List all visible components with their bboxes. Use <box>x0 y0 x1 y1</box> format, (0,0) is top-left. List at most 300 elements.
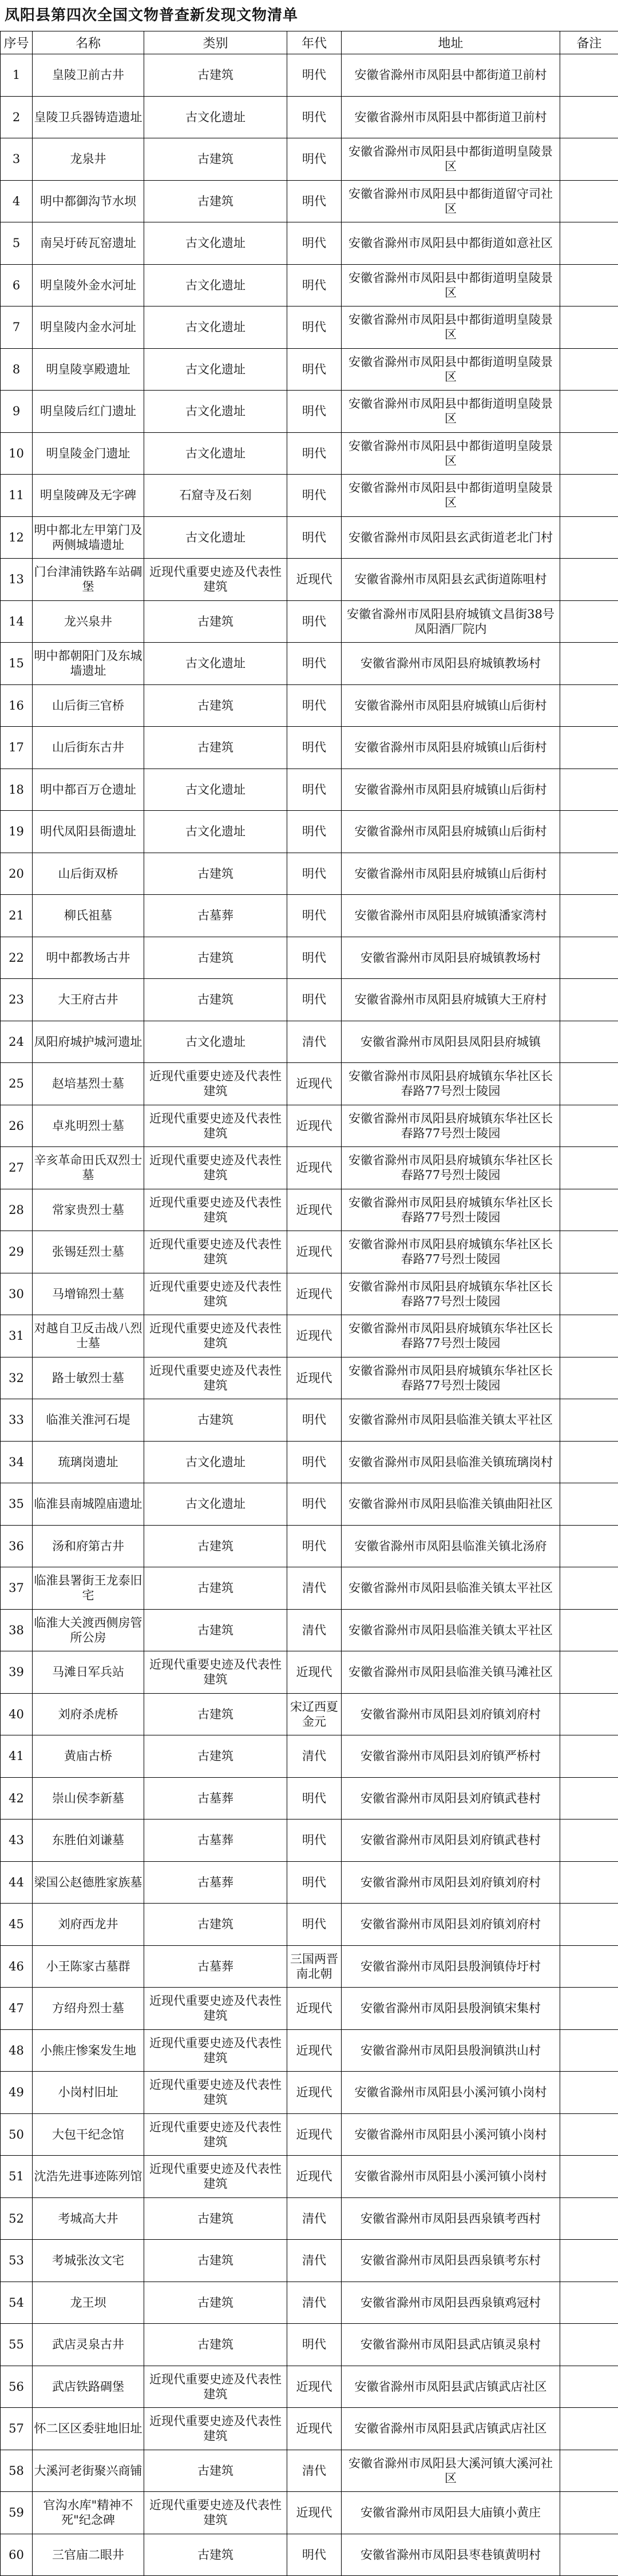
cell-name: 山后街三官桥 <box>33 684 144 727</box>
table-row <box>1 559 618 601</box>
table-row <box>1 1021 618 1063</box>
cell-no: 56 <box>1 2366 33 2408</box>
cell-name: 汤和府第古井 <box>33 1525 144 1567</box>
cell-note <box>560 2072 618 2114</box>
cell-name: 南吴圩砖瓦窑遗址 <box>33 222 144 265</box>
cell-note <box>560 96 618 138</box>
cell-name: 常家贵烈士墓 <box>33 1189 144 1231</box>
cell-location: 安徽省滁州市凤阳县枣巷镇黄明村 <box>342 2534 560 2576</box>
cell-era: 明代 <box>287 1904 342 1946</box>
cell-no: 53 <box>1 2240 33 2282</box>
cell-era: 近现代 <box>287 1273 342 1315</box>
cell-location: 安徽省滁州市凤阳县府城镇山后街村 <box>342 684 560 727</box>
cell-type: 古建筑 <box>144 2197 287 2240</box>
cell-era: 明代 <box>287 180 342 222</box>
cell-location: 安徽省滁州市凤阳县中都街道卫前村 <box>342 96 560 138</box>
cell-name: 张锡廷烈士墓 <box>33 1231 144 1273</box>
cell-no: 32 <box>1 1357 33 1399</box>
cell-location: 安徽省滁州市凤阳县西泉镇考东村 <box>342 2240 560 2282</box>
cell-location: 安徽省滁州市凤阳县府城镇潘家湾村 <box>342 895 560 937</box>
cell-type: 古墓葬 <box>144 1819 287 1862</box>
table-row <box>1 138 618 181</box>
cell-name: 黄庙古桥 <box>33 1735 144 1778</box>
relics-table <box>0 31 618 2576</box>
cell-note <box>560 1441 618 1483</box>
table-row <box>1 1231 618 1273</box>
cell-type: 古文化遗址 <box>144 1483 287 1526</box>
cell-type: 近现代重要史迹及代表性建筑 <box>144 2366 287 2408</box>
cell-type: 古文化遗址 <box>144 769 287 811</box>
cell-type: 石窟寺及石刻 <box>144 475 287 517</box>
cell-era: 近现代 <box>287 1357 342 1399</box>
table-row <box>1 1735 618 1778</box>
cell-name: 明代凤阳县衙遗址 <box>33 811 144 853</box>
cell-type: 古建筑 <box>144 54 287 97</box>
cell-era: 近现代 <box>287 1063 342 1105</box>
cell-no: 13 <box>1 559 33 601</box>
cell-location: 安徽省滁州市凤阳县玄武街道陈咀村 <box>342 559 560 601</box>
cell-no: 6 <box>1 264 33 306</box>
cell-no: 28 <box>1 1189 33 1231</box>
cell-note <box>560 2240 618 2282</box>
cell-note <box>560 1777 618 1819</box>
cell-location: 安徽省滁州市凤阳县临淮关镇马滩社区 <box>342 1651 560 1694</box>
cell-type: 古建筑 <box>144 853 287 895</box>
header-no: 序号 <box>1 31 33 54</box>
cell-note <box>560 1861 618 1904</box>
cell-name: 明皇陵碑及无字碑 <box>33 475 144 517</box>
cell-note <box>560 1483 618 1526</box>
cell-location: 安徽省滁州市凤阳县大庙镇小黄庄 <box>342 2492 560 2534</box>
cell-no: 7 <box>1 306 33 349</box>
table-row <box>1 222 618 265</box>
table-row <box>1 2534 618 2576</box>
cell-type: 古文化遗址 <box>144 348 287 391</box>
cell-era: 近现代 <box>287 559 342 601</box>
cell-note <box>560 1231 618 1273</box>
cell-note <box>560 2534 618 2576</box>
cell-note <box>560 348 618 391</box>
cell-location: 安徽省滁州市凤阳县临淮关镇太平社区 <box>342 1399 560 1442</box>
cell-location: 安徽省滁州市凤阳县刘府镇武巷村 <box>342 1777 560 1819</box>
cell-era: 清代 <box>287 2240 342 2282</box>
cell-location: 安徽省滁州市凤阳县中都街道明皇陵景区 <box>342 432 560 475</box>
cell-no: 36 <box>1 1525 33 1567</box>
cell-location: 安徽省滁州市凤阳县小溪河镇小岗村 <box>342 2113 560 2156</box>
cell-note <box>560 1609 618 1651</box>
cell-type: 近现代重要史迹及代表性建筑 <box>144 2408 287 2450</box>
table-row <box>1 769 618 811</box>
cell-name: 武店灵泉古井 <box>33 2324 144 2366</box>
cell-era: 近现代 <box>287 1189 342 1231</box>
cell-name: 凤阳府城护城河遗址 <box>33 1021 144 1063</box>
cell-type: 古建筑 <box>144 1567 287 1610</box>
table-row <box>1 1357 618 1399</box>
cell-name: 山后街东古井 <box>33 727 144 769</box>
cell-no: 5 <box>1 222 33 265</box>
cell-name: 明皇陵金门遗址 <box>33 432 144 475</box>
cell-note <box>560 811 618 853</box>
cell-type: 近现代重要史迹及代表性建筑 <box>144 1273 287 1315</box>
cell-type: 近现代重要史迹及代表性建筑 <box>144 2072 287 2114</box>
cell-no: 20 <box>1 853 33 895</box>
cell-era: 明代 <box>287 643 342 685</box>
cell-type: 古建筑 <box>144 2240 287 2282</box>
cell-type: 近现代重要史迹及代表性建筑 <box>144 2492 287 2534</box>
cell-type: 古建筑 <box>144 727 287 769</box>
table-row <box>1 1945 618 1988</box>
cell-no: 23 <box>1 979 33 1021</box>
cell-era: 明代 <box>287 475 342 517</box>
cell-location: 安徽省滁州市凤阳县府城镇东华社区长春路77号烈士陵园 <box>342 1189 560 1231</box>
cell-name: 沈浩先进事迹陈列馆 <box>33 2156 144 2198</box>
cell-location: 安徽省滁州市凤阳县中都街道卫前村 <box>342 54 560 97</box>
cell-no: 11 <box>1 475 33 517</box>
cell-era: 明代 <box>287 432 342 475</box>
cell-no: 18 <box>1 769 33 811</box>
cell-era: 明代 <box>287 1777 342 1819</box>
cell-name: 明中都朝阳门及东城墙遗址 <box>33 643 144 685</box>
header-location: 地址 <box>342 31 560 54</box>
cell-note <box>560 600 618 643</box>
cell-era: 三国两晋南北朝 <box>287 1945 342 1988</box>
cell-type: 古文化遗址 <box>144 432 287 475</box>
cell-note <box>560 2366 618 2408</box>
cell-no: 26 <box>1 1105 33 1147</box>
cell-era: 清代 <box>287 2282 342 2324</box>
cell-no: 29 <box>1 1231 33 1273</box>
cell-no: 44 <box>1 1861 33 1904</box>
table-row <box>1 937 618 979</box>
cell-name: 小岗村旧址 <box>33 2072 144 2114</box>
cell-no: 33 <box>1 1399 33 1442</box>
cell-location: 安徽省滁州市凤阳县殷涧镇侍圩村 <box>342 1945 560 1988</box>
table-row <box>1 684 618 727</box>
cell-name: 皇陵卫兵器铸造遗址 <box>33 96 144 138</box>
table-row <box>1 2324 618 2366</box>
cell-era: 宋辽西夏金元 <box>287 1693 342 1735</box>
cell-no: 43 <box>1 1819 33 1862</box>
cell-type: 古建筑 <box>144 1904 287 1946</box>
cell-type: 古文化遗址 <box>144 222 287 265</box>
cell-no: 17 <box>1 727 33 769</box>
cell-note <box>560 895 618 937</box>
cell-no: 10 <box>1 432 33 475</box>
cell-no: 24 <box>1 1021 33 1063</box>
cell-type: 古文化遗址 <box>144 96 287 138</box>
table-row <box>1 2029 618 2072</box>
cell-type: 古建筑 <box>144 2282 287 2324</box>
cell-era: 明代 <box>287 937 342 979</box>
cell-location: 安徽省滁州市凤阳县府城镇山后街村 <box>342 769 560 811</box>
cell-no: 27 <box>1 1147 33 1189</box>
cell-type: 古文化遗址 <box>144 1441 287 1483</box>
cell-note <box>560 1651 618 1694</box>
table-row <box>1 600 618 643</box>
cell-type: 古建筑 <box>144 2324 287 2366</box>
cell-name: 临淮县署街王龙泰旧宅 <box>33 1567 144 1610</box>
cell-name: 梁国公赵德胜家族墓 <box>33 1861 144 1904</box>
cell-no: 58 <box>1 2450 33 2492</box>
cell-name: 明中都百万仓遗址 <box>33 769 144 811</box>
cell-era: 明代 <box>287 979 342 1021</box>
cell-type: 古墓葬 <box>144 1777 287 1819</box>
cell-no: 19 <box>1 811 33 853</box>
cell-era: 明代 <box>287 1525 342 1567</box>
cell-no: 50 <box>1 2113 33 2156</box>
cell-type: 古墓葬 <box>144 895 287 937</box>
cell-era: 近现代 <box>287 1231 342 1273</box>
cell-name: 考城张汝文宅 <box>33 2240 144 2282</box>
cell-no: 60 <box>1 2534 33 2576</box>
table-row <box>1 2366 618 2408</box>
cell-note <box>560 475 618 517</box>
cell-era: 明代 <box>287 1483 342 1526</box>
cell-no: 49 <box>1 2072 33 2114</box>
cell-type: 古文化遗址 <box>144 516 287 559</box>
table-row <box>1 1819 618 1862</box>
cell-era: 明代 <box>287 306 342 349</box>
cell-era: 明代 <box>287 684 342 727</box>
cell-era: 明代 <box>287 1861 342 1904</box>
cell-name: 皇陵卫前古井 <box>33 54 144 97</box>
cell-location: 安徽省滁州市凤阳县中都街道明皇陵景区 <box>342 348 560 391</box>
cell-no: 1 <box>1 54 33 97</box>
cell-name: 怀二区区委驻地旧址 <box>33 2408 144 2450</box>
cell-no: 14 <box>1 600 33 643</box>
table-row <box>1 853 618 895</box>
cell-type: 近现代重要史迹及代表性建筑 <box>144 1988 287 2030</box>
table-row <box>1 1441 618 1483</box>
table-row <box>1 1273 618 1315</box>
cell-type: 古建筑 <box>144 684 287 727</box>
cell-type: 近现代重要史迹及代表性建筑 <box>144 559 287 601</box>
cell-location: 安徽省滁州市凤阳县府城镇山后街村 <box>342 811 560 853</box>
cell-type: 古文化遗址 <box>144 306 287 349</box>
cell-note <box>560 1189 618 1231</box>
cell-name: 明皇陵后红门遗址 <box>33 391 144 433</box>
cell-note <box>560 853 618 895</box>
cell-location: 安徽省滁州市凤阳县刘府镇刘府村 <box>342 1904 560 1946</box>
cell-name: 卓兆明烈士墓 <box>33 1105 144 1147</box>
cell-note <box>560 1988 618 2030</box>
cell-era: 明代 <box>287 264 342 306</box>
table-row <box>1 1777 618 1819</box>
cell-location: 安徽省滁州市凤阳县中都街道明皇陵景区 <box>342 138 560 181</box>
cell-name: 小熊庄惨案发生地 <box>33 2029 144 2072</box>
cell-location: 安徽省滁州市凤阳县中都街道明皇陵景区 <box>342 306 560 349</box>
cell-type: 古建筑 <box>144 979 287 1021</box>
cell-note <box>560 1357 618 1399</box>
table-row <box>1 1189 618 1231</box>
cell-location: 安徽省滁州市凤阳县中都街道明皇陵景区 <box>342 391 560 433</box>
cell-location: 安徽省滁州市凤阳县府城镇东华社区长春路77号烈士陵园 <box>342 1315 560 1357</box>
table-row <box>1 2072 618 2114</box>
cell-type: 古墓葬 <box>144 1861 287 1904</box>
table-row <box>1 643 618 685</box>
cell-no: 39 <box>1 1651 33 1694</box>
cell-type: 古建筑 <box>144 2450 287 2492</box>
cell-era: 明代 <box>287 222 342 265</box>
cell-note <box>560 1945 618 1988</box>
cell-note <box>560 138 618 181</box>
cell-name: 辛亥革命田氏双烈士墓 <box>33 1147 144 1189</box>
cell-no: 31 <box>1 1315 33 1357</box>
cell-type: 古文化遗址 <box>144 811 287 853</box>
table-row <box>1 264 618 306</box>
cell-note <box>560 937 618 979</box>
cell-note <box>560 1693 618 1735</box>
table-row <box>1 727 618 769</box>
table-row <box>1 979 618 1021</box>
cell-note <box>560 264 618 306</box>
cell-location: 安徽省滁州市凤阳县玄武街道老北门村 <box>342 516 560 559</box>
table-row <box>1 1483 618 1526</box>
cell-location: 安徽省滁州市凤阳县府城镇大王府村 <box>342 979 560 1021</box>
table-row <box>1 1988 618 2030</box>
cell-no: 54 <box>1 2282 33 2324</box>
cell-era: 清代 <box>287 2197 342 2240</box>
cell-note <box>560 559 618 601</box>
cell-note <box>560 516 618 559</box>
cell-no: 40 <box>1 1693 33 1735</box>
cell-note <box>560 1105 618 1147</box>
cell-location: 安徽省滁州市凤阳县中都街道明皇陵景区 <box>342 264 560 306</box>
cell-era: 近现代 <box>287 2366 342 2408</box>
cell-no: 57 <box>1 2408 33 2450</box>
table-header-row <box>1 31 618 54</box>
cell-note <box>560 2113 618 2156</box>
cell-name: 龙王坝 <box>33 2282 144 2324</box>
cell-type: 近现代重要史迹及代表性建筑 <box>144 1105 287 1147</box>
cell-location: 安徽省滁州市凤阳县小溪河镇小岗村 <box>342 2072 560 2114</box>
table-row <box>1 1063 618 1105</box>
table-row <box>1 1399 618 1442</box>
table-row <box>1 1693 618 1735</box>
cell-note <box>560 2282 618 2324</box>
cell-name: 武店铁路碉堡 <box>33 2366 144 2408</box>
table-row <box>1 2450 618 2492</box>
cell-location: 安徽省滁州市凤阳县府城镇山后街村 <box>342 853 560 895</box>
table-row <box>1 811 618 853</box>
cell-location: 安徽省滁州市凤阳县临淮关镇太平社区 <box>342 1609 560 1651</box>
cell-type: 古建筑 <box>144 1735 287 1778</box>
table-row <box>1 1525 618 1567</box>
cell-era: 近现代 <box>287 2492 342 2534</box>
cell-name: 大溪河老街聚兴商铺 <box>33 2450 144 2492</box>
table-body <box>1 54 618 2576</box>
cell-era: 明代 <box>287 516 342 559</box>
cell-era: 近现代 <box>287 1988 342 2030</box>
cell-era: 清代 <box>287 1021 342 1063</box>
cell-location: 安徽省滁州市凤阳县武店镇武店社区 <box>342 2366 560 2408</box>
cell-era: 明代 <box>287 54 342 97</box>
cell-location: 安徽省滁州市凤阳县武店镇武店社区 <box>342 2408 560 2450</box>
cell-no: 30 <box>1 1273 33 1315</box>
cell-name: 明皇陵内金水河址 <box>33 306 144 349</box>
cell-name: 琉璃岗遗址 <box>33 1441 144 1483</box>
cell-no: 59 <box>1 2492 33 2534</box>
cell-location: 安徽省滁州市凤阳县府城镇东华社区长春路77号烈士陵园 <box>342 1147 560 1189</box>
cell-type: 古建筑 <box>144 937 287 979</box>
header-type: 类别 <box>144 31 287 54</box>
cell-location: 安徽省滁州市凤阳县府城镇山后街村 <box>342 727 560 769</box>
cell-era: 近现代 <box>287 2408 342 2450</box>
cell-name: 刘府杀虎桥 <box>33 1693 144 1735</box>
cell-location: 安徽省滁州市凤阳县府城镇东华社区长春路77号烈士陵园 <box>342 1105 560 1147</box>
cell-location: 安徽省滁州市凤阳县府城镇教场村 <box>342 643 560 685</box>
table-row <box>1 432 618 475</box>
cell-name: 山后街双桥 <box>33 853 144 895</box>
cell-no: 52 <box>1 2197 33 2240</box>
table-row <box>1 306 618 349</box>
cell-name: 三官庙二眼井 <box>33 2534 144 2576</box>
cell-type: 近现代重要史迹及代表性建筑 <box>144 1189 287 1231</box>
table-row <box>1 1567 618 1610</box>
cell-location: 安徽省滁州市凤阳县临淮关镇琉璃岗村 <box>342 1441 560 1483</box>
cell-type: 近现代重要史迹及代表性建筑 <box>144 1063 287 1105</box>
cell-era: 明代 <box>287 811 342 853</box>
cell-no: 38 <box>1 1609 33 1651</box>
cell-no: 9 <box>1 391 33 433</box>
cell-type: 近现代重要史迹及代表性建筑 <box>144 1357 287 1399</box>
cell-type: 古文化遗址 <box>144 643 287 685</box>
cell-note <box>560 1147 618 1189</box>
cell-location: 安徽省滁州市凤阳县小溪河镇小岗村 <box>342 2156 560 2198</box>
table-row <box>1 2240 618 2282</box>
cell-note <box>560 391 618 433</box>
cell-type: 古文化遗址 <box>144 264 287 306</box>
cell-name: 明中都教场古井 <box>33 937 144 979</box>
cell-location: 安徽省滁州市凤阳县府城镇教场村 <box>342 937 560 979</box>
cell-name: 临淮县南城隍庙遗址 <box>33 1483 144 1526</box>
cell-note <box>560 2408 618 2450</box>
cell-era: 明代 <box>287 600 342 643</box>
cell-era: 明代 <box>287 727 342 769</box>
cell-note <box>560 2156 618 2198</box>
table-row <box>1 1609 618 1651</box>
table-row <box>1 475 618 517</box>
cell-note <box>560 1735 618 1778</box>
table-row <box>1 180 618 222</box>
cell-era: 清代 <box>287 1609 342 1651</box>
table-row <box>1 2282 618 2324</box>
cell-era: 清代 <box>287 1735 342 1778</box>
cell-note <box>560 727 618 769</box>
table-row <box>1 348 618 391</box>
cell-era: 近现代 <box>287 2072 342 2114</box>
cell-no: 3 <box>1 138 33 181</box>
cell-name: 明中都御沟节水坝 <box>33 180 144 222</box>
cell-name: 明皇陵外金水河址 <box>33 264 144 306</box>
cell-era: 近现代 <box>287 2156 342 2198</box>
cell-name: 明中都北左甲第门及两侧城墙遗址 <box>33 516 144 559</box>
cell-era: 明代 <box>287 853 342 895</box>
cell-name: 赵培基烈士墓 <box>33 1063 144 1105</box>
header-era: 年代 <box>287 31 342 54</box>
table-row <box>1 1105 618 1147</box>
cell-type: 近现代重要史迹及代表性建筑 <box>144 2156 287 2198</box>
cell-location: 安徽省滁州市凤阳县刘府镇刘府村 <box>342 1693 560 1735</box>
cell-note <box>560 2197 618 2240</box>
cell-name: 柳氏祖墓 <box>33 895 144 937</box>
cell-era: 近现代 <box>287 1651 342 1694</box>
cell-era: 明代 <box>287 96 342 138</box>
cell-note <box>560 1525 618 1567</box>
table-row <box>1 2408 618 2450</box>
cell-name: 刘府西龙井 <box>33 1904 144 1946</box>
cell-type: 古建筑 <box>144 1399 287 1442</box>
